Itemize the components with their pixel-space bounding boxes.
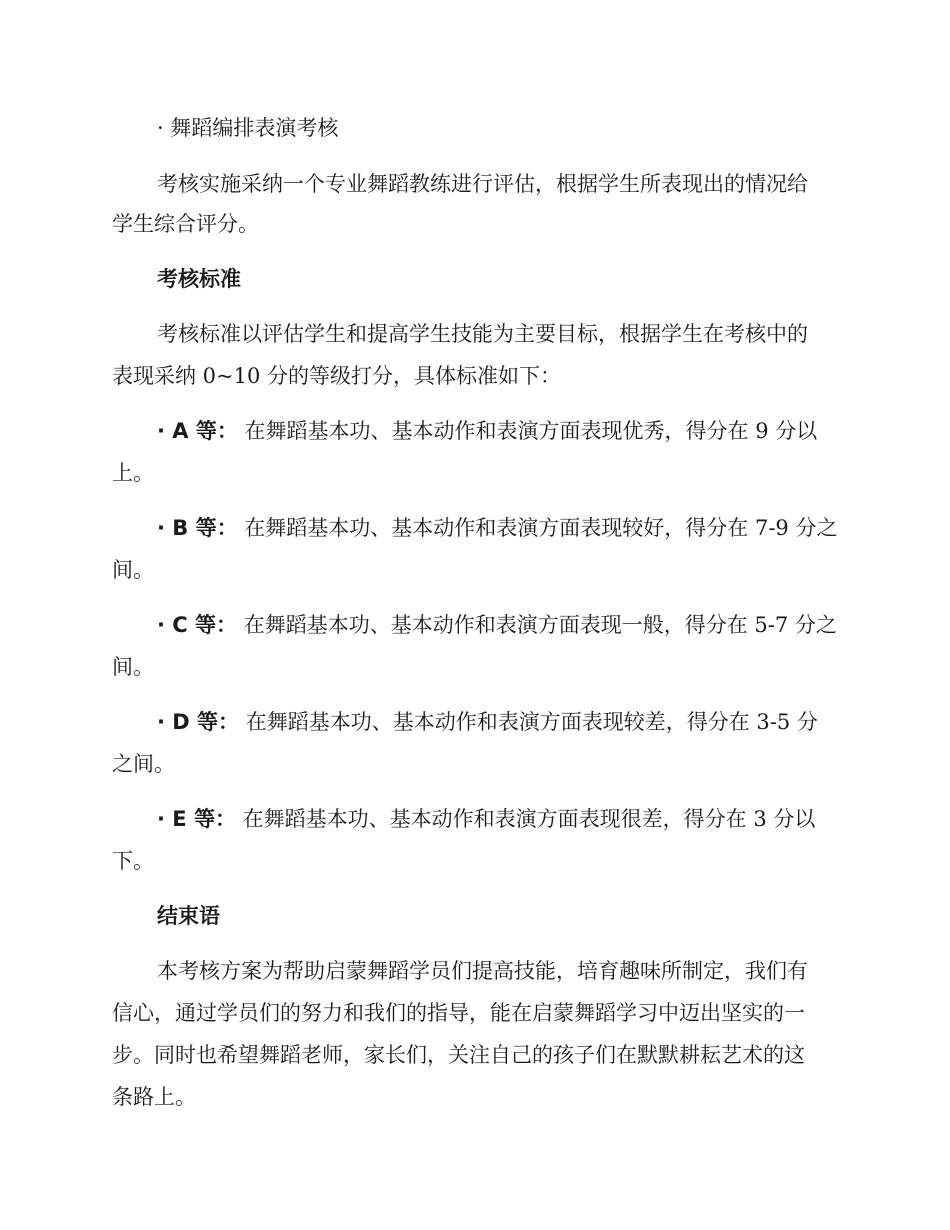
grade-a-label: · A 等： <box>157 419 238 443</box>
grade-d-text: 在舞蹈基本功、基本动作和表演方面表现较差，得分在 3-5 分 <box>245 710 818 734</box>
grade-d-label: · D 等： <box>157 710 240 734</box>
grade-e-line1 <box>157 805 815 833</box>
heading-conclusion: 结束语 <box>157 904 220 928</box>
paragraph-conclusion-line3: 步。同时也希望舞蹈老师，家长们，关注自己的孩子们在默默耕耘艺术的这 <box>112 1043 805 1067</box>
grade-c-line1 <box>157 611 837 639</box>
paragraph-conclusion-line4: 条路上。 <box>112 1085 196 1109</box>
grade-d-line1 <box>157 708 818 736</box>
grade-e-line2: 下。 <box>112 849 154 873</box>
grade-e-text: 在舞蹈基本功、基本动作和表演方面表现很差，得分在 3 分以 <box>242 807 816 831</box>
paragraph-standard-line1: 考核标准以评估学生和提高学生技能为主要目标，根据学生在考核中的 <box>157 322 808 346</box>
grade-c-label: · C 等： <box>157 613 238 637</box>
grade-b-line1 <box>157 514 837 542</box>
grade-e-label: · E 等： <box>157 807 236 831</box>
grade-c-line2: 间。 <box>112 655 154 679</box>
grade-b-text: 在舞蹈基本功、基本动作和表演方面表现较好，得分在 7-9 分之 <box>244 516 838 540</box>
grade-a-line2: 上。 <box>112 461 154 485</box>
grade-d-line2: 之间。 <box>112 752 175 776</box>
bullet-choreography-exam: · 舞蹈编排表演考核 <box>157 116 339 140</box>
heading-standard: 考核标准 <box>157 267 241 291</box>
paragraph-conclusion-line2: 信心，通过学员们的努力和我们的指导，能在启蒙舞蹈学习中迈出坚实的一 <box>112 1001 805 1025</box>
paragraph-implementation-line2: 学生综合评分。 <box>112 212 259 236</box>
paragraph-implementation-line1: 考核实施采纳一个专业舞蹈教练进行评估，根据学生所表现出的情况给 <box>157 172 808 196</box>
grade-a-line1 <box>157 417 817 445</box>
grade-b-line2: 间。 <box>112 558 154 582</box>
paragraph-standard-line2: 表现采纳 0~10 分的等级打分，具体标准如下： <box>112 364 562 388</box>
grade-b-label: · B 等： <box>157 516 238 540</box>
paragraph-conclusion-line1: 本考核方案为帮助启蒙舞蹈学员们提高技能，培育趣味所制定，我们有 <box>157 959 808 983</box>
grade-a-text: 在舞蹈基本功、基本动作和表演方面表现优秀，得分在 9 分以 <box>244 419 818 443</box>
grade-c-text: 在舞蹈基本功、基本动作和表演方面表现一般，得分在 5-7 分之 <box>243 613 837 637</box>
